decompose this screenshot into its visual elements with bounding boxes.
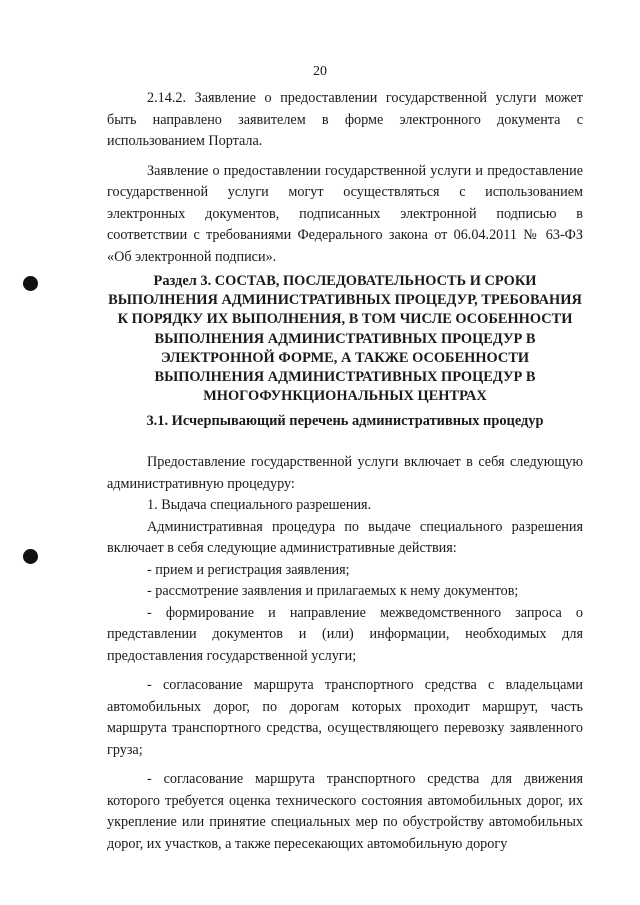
punch-hole-top (23, 276, 38, 291)
list-item-action: - прием и регистрация заявления; (147, 561, 350, 578)
list-item-action: - согласование маршрута транспортного средства с владельцами автомобильных дорог, по дорогам которых проходит маршрут, часть маршрута транспортного средства, осуществляющего перевозку заявленного груза; (107, 677, 583, 758)
intro-text-block (107, 88, 583, 268)
section-heading-line: ВЫПОЛНЕНИЯ АДМИНИСТРАТИВНЫХ ПРОЦЕДУР В (154, 330, 536, 347)
subsection-3-1-heading: 3.1. Исчерпывающий перечень административных процедур (146, 413, 544, 429)
list-item-action: - формирование и направление межведомственного запроса о представлении документов и (или) информации, необходимых для предоставления государственной услуги; (107, 604, 583, 664)
list-item-action: - рассмотрение заявления и прилагаемых к нему документов; (147, 583, 519, 599)
paragraph-electronic-signature: Заявление о предоставлении государственной услуги и предоставление государственной услуги могут осуществляться с использованием электронных документов, подписанных электронной подписью в соответствии с требованиями Федерального закона от 06.04.2011 № 63-ФЗ «Об электронной подписи». (107, 162, 583, 265)
paragraph-2-14-2: 2.14.2. Заявление о предоставлении государственной услуги может быть направлено заявителем в форме электронного документа с использованием Портала. (107, 90, 583, 149)
list-item-action: - согласование маршрута транспортного средства для движения которого требуется оценка технического состояния автомобильных дорог, их укрепление или принятие специальных мер по обустройству автомобильных дорог, их участков, а также пересекающих автомобильную дорогу (107, 771, 583, 852)
punch-hole-bottom (23, 549, 38, 564)
page-number: 20 (313, 64, 327, 79)
list-item-permit-issuance: 1. Выдача специального разрешения. (147, 497, 372, 513)
section-heading-line: МНОГОФУНКЦИОНАЛЬНЫХ ЦЕНТРАХ (203, 388, 487, 405)
section-heading-line: К ПОРЯДКУ ИХ ВЫПОЛНЕНИЯ, В ТОМ ЧИСЛЕ ОСОБЕННОСТИ (117, 311, 573, 328)
main-text-block (107, 452, 583, 855)
section-3-heading (100, 272, 590, 406)
section-heading-line: ВЫПОЛНЕНИЯ АДМИНИСТРАТИВНЫХ ПРОЦЕДУР В (154, 369, 536, 386)
section-heading-line: ВЫПОЛНЕНИЯ АДМИНИСТРАТИВНЫХ ПРОЦЕДУР, ТРЕБОВАНИЯ (108, 292, 582, 309)
section-heading-line: Раздел 3. СОСТАВ, ПОСЛЕДОВАТЕЛЬНОСТЬ И СРОКИ (153, 273, 537, 289)
paragraph-service-includes: Предоставление государственной услуги включает в себя следующую административную процедуру: (107, 454, 583, 492)
paragraph-procedure-actions: Административная процедура по выдаче специального разрешения включает в себя следующие административные действия: (107, 518, 583, 556)
section-heading-line: ЭЛЕКТРОННОЙ ФОРМЕ, А ТАКЖЕ ОСОБЕННОСТИ (160, 349, 530, 366)
